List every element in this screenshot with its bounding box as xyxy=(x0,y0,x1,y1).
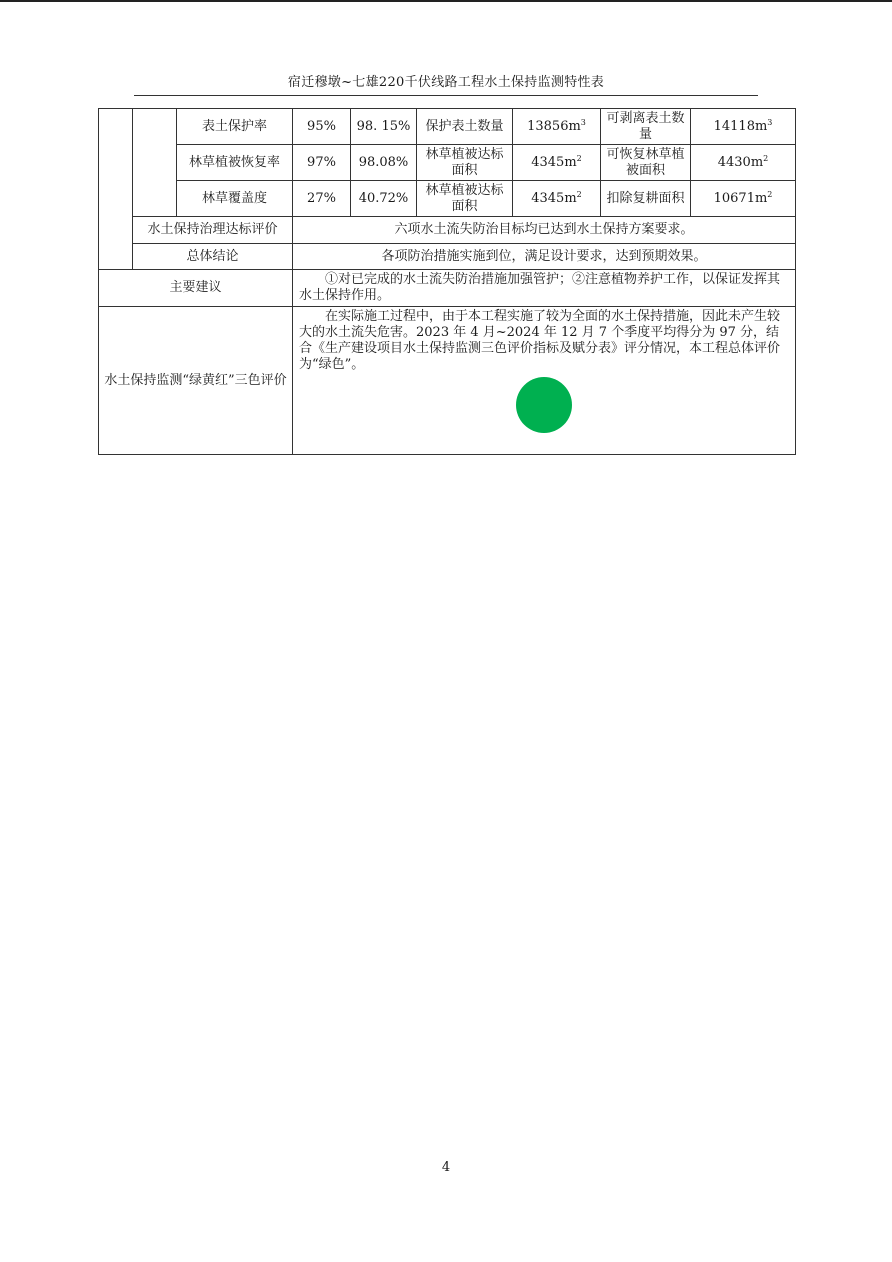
metric-actual: 98. 15% xyxy=(351,109,417,145)
three-color-label: 水土保持监测“绿黄红”三色评价 xyxy=(99,307,293,455)
basis1-value: $13856m^3$ xyxy=(513,109,601,145)
suggestion-value: ①对已完成的水土流失防治措施加强管护；②注意植物养护工作，以保证发挥其水土保持作用。 xyxy=(293,270,796,307)
table-row xyxy=(99,109,796,145)
top-border-line xyxy=(0,0,892,2)
basis1-value: $4345m^2$ xyxy=(513,145,601,181)
table-row xyxy=(99,145,796,181)
metric-actual: 98.08% xyxy=(351,145,417,181)
basis2-label: 可剥离表土数量 xyxy=(601,109,691,145)
table-row xyxy=(99,181,796,217)
metric-name: 林草覆盖度 xyxy=(177,181,293,217)
table-row xyxy=(99,270,796,307)
metric-target: 97% xyxy=(293,145,351,181)
metric-target: 95% xyxy=(293,109,351,145)
metric-name: 表土保护率 xyxy=(177,109,293,145)
basis2-label: 可恢复林草植被面积 xyxy=(601,145,691,181)
conclusion-label: 总体结论 xyxy=(133,244,293,270)
page-number: 4 xyxy=(441,1160,451,1175)
metric-target: 27% xyxy=(293,181,351,217)
basis1-label: 保护表土数量 xyxy=(417,109,513,145)
three-color-text: 在实际施工过程中，由于本工程实施了较为全面的水土保持措施，因此未产生较大的水土流失危害。2023 年 4 月~2024 年 12 月 7 个季度平均得分为 97 分，结合《生产建设项目水土保持监测三色评价指标及赋分表》评分情况，本工程总体评价为“绿色”。 xyxy=(299,309,781,372)
page-header: 宿迁穆墩~七雄220千伏线路工程水土保持监测特性表 xyxy=(134,71,758,96)
basis2-value: $14118m^3$ xyxy=(691,109,796,145)
metric-actual: 40.72% xyxy=(351,181,417,217)
basis1-label: 林草植被达标面积 xyxy=(417,145,513,181)
conclusion-value: 各项防治措施实施到位，满足设计要求，达到预期效果。 xyxy=(293,244,796,270)
evaluation-label: 水土保持治理达标评价 xyxy=(133,217,293,244)
three-color-content xyxy=(293,307,796,455)
category-cell xyxy=(99,109,133,270)
subcategory-cell xyxy=(133,109,177,217)
table-row xyxy=(99,307,796,455)
table-row xyxy=(99,244,796,270)
table-row xyxy=(99,217,796,244)
basis1-value: $4345m^2$ xyxy=(513,181,601,217)
green-indicator-dot xyxy=(516,377,572,433)
metric-name: 林草植被恢复率 xyxy=(177,145,293,181)
monitoring-characteristics-table xyxy=(98,108,796,455)
basis2-value: $10671m^2$ xyxy=(691,181,796,217)
basis1-label: 林草植被达标面积 xyxy=(417,181,513,217)
evaluation-value: 六项水土流失防治目标均已达到水土保持方案要求。 xyxy=(293,217,796,244)
suggestion-label: 主要建议 xyxy=(99,270,293,307)
basis2-label: 扣除复耕面积 xyxy=(601,181,691,217)
basis2-value: $4430m^2$ xyxy=(691,145,796,181)
